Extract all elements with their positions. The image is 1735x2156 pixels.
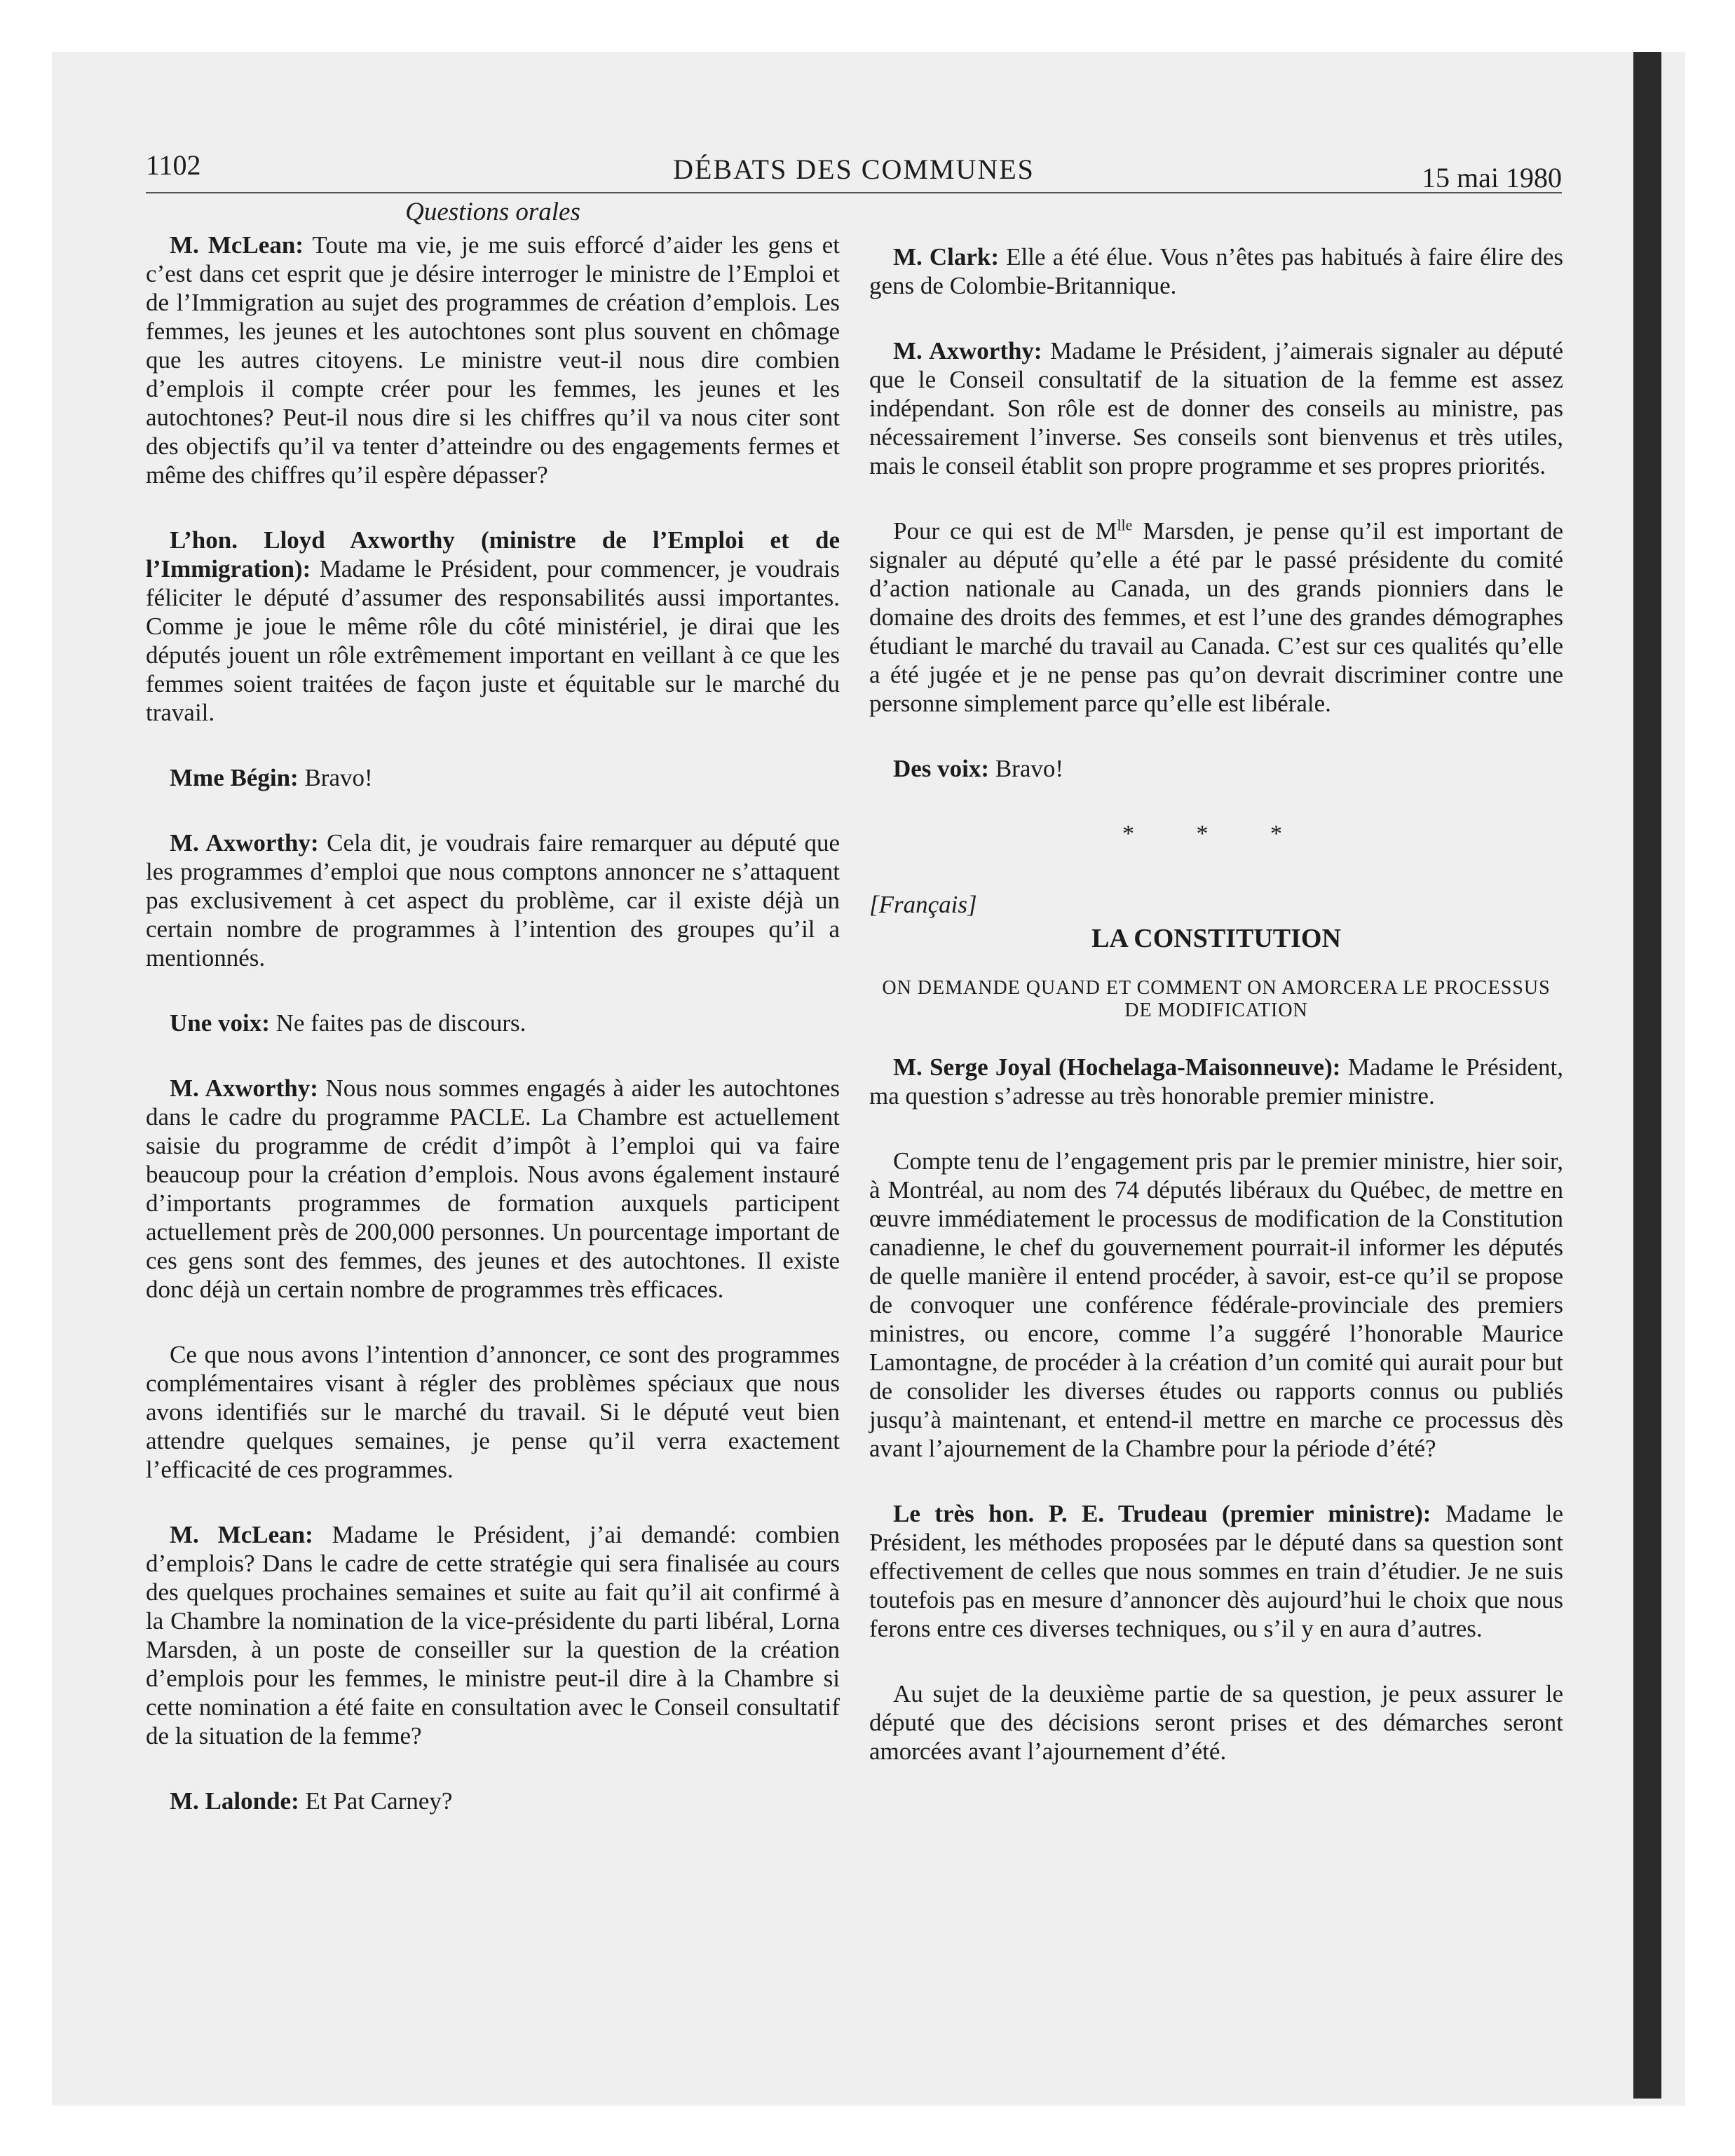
paragraph: Au sujet de la deuxième partie de sa question, je peux assurer le député que des décisions seront prises et des démarches seront amorcées avant l’ajournement d’été. — [869, 1680, 1563, 1765]
paragraph — [146, 231, 840, 489]
speaker-name: M. Axworthy: — [170, 829, 319, 857]
paragraph — [869, 1053, 1563, 1110]
speech-text: Madame le Président, pour commencer, je voudrais féliciter le député d’assumer des responsabilités aussi importantes. Comme je joue le même rôle du côté ministériel, je dirai que les députés jouent un rôle extrêmement important en veillant à ce que les femmes soient traitées de façon juste et équitable sur le marché du travail. — [146, 555, 840, 726]
speaker-name: Le très hon. P. E. Trudeau (premier ministre): — [893, 1500, 1431, 1527]
scan-edge-bar — [1633, 52, 1661, 2099]
speech-text: Ne faites pas de discours. — [269, 1009, 526, 1037]
paragraph — [869, 517, 1563, 718]
speaker-name: M. Axworthy: — [170, 1074, 318, 1102]
page-header — [146, 143, 1562, 193]
speech-text: Marsden, je pense qu’il est important de signaler au député qu’elle a été par le passé présidente du comité d’action nationale au Canada, un des grands pionniers dans le domaine des droits des femmes, et est l’une des grandes démographes étudiant le marché du travail au Canada. C’est sur ces qualités qu’elle a été jugée et je ne pense pas qu’on devrait discriminer contre une personne simplement parce qu’elle est libérale. — [869, 517, 1563, 717]
speech-text: Madame le Président, j’ai demandé: combien d’emplois? Dans le cadre de cette stratégie qui sera finalisée au cours des quelques prochaines semaines et suite au fait qu’il ait confirmé à la Chambre la nomination de la vice-présidente du parti libéral, Lorna Marsden, à un poste de conseiller sur la question de la création d’emplois pour les femmes, le ministre peut-il dire à la Chambre si cette nomination a été faite en consultation avec le Conseil consultatif de la situation de la femme? — [146, 1521, 840, 1749]
speech-text: Madame le Président, les méthodes proposées par le député dans sa question sont effectivement de celles que nous sommes en train d’étudier. Je ne suis toutefois pas en mesure d’annoncer dès aujourd’hui le choix que nous ferons entre ces diverses techniques, ou s’il y en aura d’autres. — [869, 1500, 1563, 1642]
paragraph — [869, 754, 1563, 783]
speaker-name: M. Lalonde: — [170, 1787, 299, 1815]
paragraph — [146, 1074, 840, 1304]
speaker-name: M. McLean: — [170, 1521, 313, 1548]
speaker-name: Une voix: — [170, 1009, 270, 1037]
speaker-name: L’hon. Lloyd Axworthy (ministre de l’Emploi et de l’Immigration): — [146, 526, 840, 582]
title-abbreviation-superscript: lle — [1117, 516, 1133, 534]
language-tag: [Français] — [869, 891, 977, 918]
right-column — [869, 243, 1563, 1802]
section-title: LA CONSTITUTION — [1091, 924, 1341, 953]
speech-text: Toute ma vie, je me suis efforcé d’aider les gens et c’est dans cet esprit que je désire interroger le ministre de l’Emploi et de l’Immigration au sujet des programmes de création d’emplois. Les femmes, les jeunes et les autochtones sont plus souvent en chômage que les autres citoyens. Le ministre veut-il nous dire combien d’emplois il compte créer pour les femmes, les jeunes et les autochtones? Peut-il nous dire si les chiffres qu’il va nous citer sont des objectifs qu’il va tenter d’atteindre ou des engagements fermes et même des chiffres qu’il espère dépasser? — [146, 231, 840, 489]
page-number: 1102 — [146, 149, 201, 181]
paragraph — [146, 1009, 840, 1037]
paragraph — [146, 1520, 840, 1750]
speech-text: Cela dit, je voudrais faire remarquer au député que les programmes d’emploi que nous comptons annoncer ne s’attaquent pas exclusivement à cet aspect du problème, car il existe déjà un certain nombre de programmes à l’intention des groupes qu’il a mentionnés. — [146, 829, 840, 971]
paragraph: Ce que nous avons l’intention d’annoncer, ce sont des programmes complémentaires visant à régler des problèmes spéciaux que nous avons identifiés sur le marché du travail. Si le député veut bien attendre quelques semaines, je pense qu’il verra exactement l’efficacité de ces programmes. — [146, 1341, 840, 1483]
paragraph — [146, 828, 840, 972]
speech-text: Madame le Président, ma question s’adresse au très honorable premier ministre. — [869, 1053, 1563, 1110]
speech-text: Nous nous sommes engagés à aider les autochtones dans le cadre du programme PACLE. La Chambre est actuellement saisie du programme de crédit d’impôt à l’emploi qui va faire beaucoup pour la création d’emplois. Nous avons également instauré d’importants programmes de formation auxquels participent actuellement près de 200,000 personnes. Un pourcentage important de ces gens sont des femmes, des jeunes et des autochtones. Il existe donc déjà un certain nombre de programmes très efficaces. — [146, 1074, 840, 1303]
paragraph — [869, 336, 1563, 480]
speaker-name: Des voix: — [893, 755, 990, 782]
speaker-name: M. Serge Joyal (Hochelaga-Maisonneuve): — [893, 1053, 1341, 1081]
paragraph: Compte tenu de l’engagement pris par le premier ministre, hier soir, à Montréal, au nom des 74 députés libéraux du Québec, de mettre en œuvre immédiatement le processus de modification de la Constitution canadienne, le chef du gouvernement pourrait-il informer les députés de quelle manière il entend procéder, à savoir, est-ce qu’il se propose de convoquer une conférence fédérale-provinciale des premiers ministres, ou encore, comme l’a suggéré l’honorable Maurice Lamontagne, de procéder à la création d’un comité qui aurait pour but de consolider les diverses études ou rapports connus ou publiés jusqu’à maintenant, et entend-il mettre en marche ce processus dès avant l’ajournement de la Chambre pour la période d’été? — [869, 1147, 1563, 1462]
speaker-name: M. Axworthy: — [893, 337, 1042, 364]
speaker-name: M. McLean: — [170, 231, 304, 259]
speech-text: Et Pat Carney? — [299, 1787, 453, 1815]
paragraph — [869, 243, 1563, 300]
publication-date: 15 mai 1980 — [1422, 162, 1562, 193]
paragraph — [869, 1499, 1563, 1643]
section-subtitle: ON DEMANDE QUAND ET COMMENT ON AMORCERA LE PROCESSUS DE MODIFICATION — [882, 977, 1551, 1021]
speech-text: Elle a été élue. Vous n’êtes pas habitués à faire élire des gens de Colombie-Britannique. — [869, 243, 1563, 299]
publication-title: DÉBATS DES COMMUNES — [673, 153, 1035, 185]
speech-text: Bravo! — [298, 764, 373, 791]
section-separator: * * * — [1122, 821, 1310, 847]
paragraph — [146, 1787, 840, 1815]
paragraph — [146, 526, 840, 727]
section-subheading: Questions orales — [405, 198, 580, 226]
speech-text: Pour ce qui est de M — [893, 517, 1117, 545]
paragraph — [146, 763, 840, 792]
left-column — [146, 198, 840, 1852]
speech-text: Madame le Président, j’aimerais signaler au député que le Conseil consultatif de la situation de la femme est assez indépendant. Son rôle est de donner des conseils au ministre, pas nécessairement l’inverse. Ses conseils sont bienvenus et très utiles, mais le conseil établit son propre programme et ses propres priorités. — [869, 337, 1563, 479]
speaker-name: Mme Bégin: — [170, 764, 299, 791]
speech-text: Bravo! — [989, 755, 1064, 782]
speaker-name: M. Clark: — [893, 243, 1000, 271]
